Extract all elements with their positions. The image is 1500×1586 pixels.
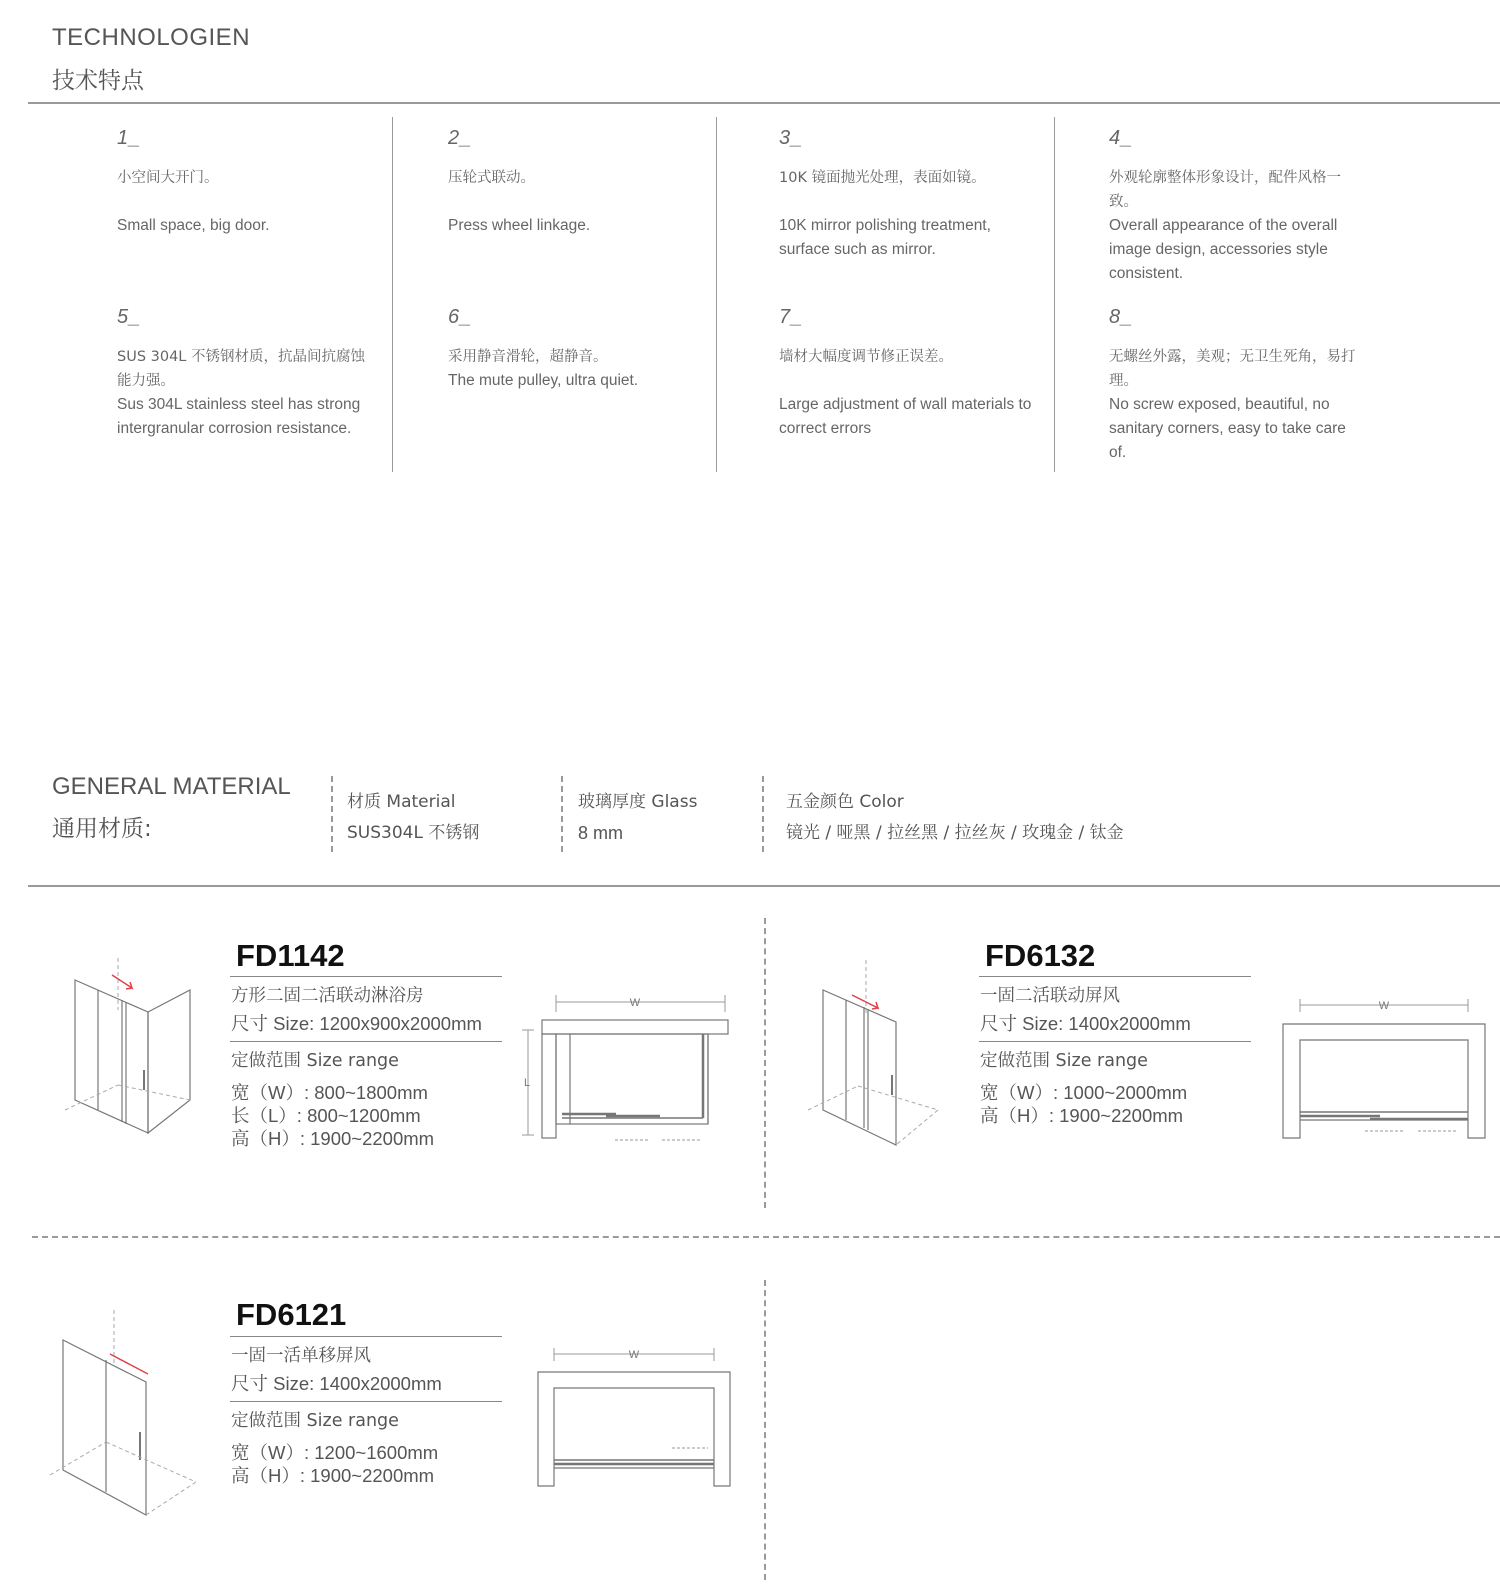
- general-material-title-zh: 通用材质:: [52, 816, 152, 842]
- feature-number: 4_: [1109, 127, 1134, 149]
- material-spec: [347, 787, 479, 849]
- feature-number: 6_: [448, 306, 473, 328]
- product-divider: [764, 1280, 766, 1580]
- product-model-fd6121: FD6121: [236, 1297, 347, 1332]
- column-divider: [716, 117, 717, 472]
- product-size: 尺寸 Size: 1400x2000mm: [980, 1013, 1191, 1034]
- product-divider: [764, 918, 766, 1208]
- feature-item: [779, 126, 1039, 262]
- size-range-label: 定做范围 Size range: [231, 1411, 399, 1431]
- size-range-label: 定做范围 Size range: [980, 1051, 1148, 1071]
- size-range-fd1142: [231, 1048, 434, 1150]
- size-range-height: 高（H）: 1900~2200mm: [980, 1105, 1184, 1126]
- column-divider: [1054, 117, 1055, 472]
- dimension-w: W: [628, 1349, 640, 1361]
- title-underline: [230, 976, 502, 977]
- size-range-width: 宽（W）: 800~1800mm: [231, 1082, 428, 1103]
- feature-number: 1_: [117, 127, 142, 149]
- feature-text-zh: 小空间大开门。: [117, 170, 219, 186]
- material-divider: [762, 776, 764, 852]
- size-range-width: 宽（W）: 1000~2000mm: [980, 1082, 1188, 1103]
- feature-text-en: Small space, big door.: [117, 217, 270, 234]
- material-value: SUS304L 不锈钢: [347, 823, 480, 843]
- product-model-fd1142: FD1142: [236, 938, 345, 973]
- color-label: 五金颜色 Color: [786, 792, 904, 812]
- feature-item: [779, 305, 1039, 441]
- section-title-en: TECHNOLOGIEN: [52, 24, 251, 51]
- feature-number: 7_: [779, 306, 804, 328]
- feature-text-zh: 压轮式联动。: [448, 170, 535, 186]
- fd6132-plan-diagram: [1280, 996, 1490, 1146]
- feature-number: 5_: [117, 306, 142, 328]
- title-underline: [979, 976, 1251, 977]
- feature-text-en: 10K mirror polishing treatment, surface such as mirror.: [779, 217, 991, 258]
- fd1142-plan-diagram: [520, 990, 735, 1150]
- feature-number: 8_: [1109, 306, 1134, 328]
- fd6121-perspective-illustration: [48, 1310, 208, 1520]
- size-range-fd6132: [980, 1048, 1187, 1127]
- product-info-fd1142: [231, 983, 482, 1037]
- title-underline: [230, 1336, 502, 1337]
- general-material-title-en: GENERAL MATERIAL: [52, 773, 291, 800]
- size-range-height: 高（H）: 1900~2200mm: [231, 1128, 435, 1149]
- feature-item: [448, 305, 708, 393]
- product-divider: [32, 1236, 1500, 1238]
- feature-text-en: The mute pulley, ultra quiet.: [448, 372, 639, 389]
- size-range-width: 宽（W）: 1200~1600mm: [231, 1442, 439, 1463]
- product-info-fd6132: [980, 983, 1191, 1037]
- fd6132-perspective-illustration: [808, 960, 948, 1150]
- glass-spec: [578, 787, 697, 849]
- feature-text-zh: 10K 镜面抛光处理，表面如镜。: [779, 170, 986, 186]
- feature-item: [448, 126, 708, 238]
- dimension-w: W: [629, 997, 641, 1009]
- info-divider: [230, 1041, 502, 1042]
- product-name: 方形二固二活联动淋浴房: [231, 986, 424, 1006]
- dimension-w: W: [1378, 1000, 1390, 1012]
- feature-text-zh: SUS 304L 不锈钢材质，抗晶间抗腐蚀能力强。: [117, 349, 365, 389]
- glass-label: 玻璃厚度 Glass: [578, 792, 698, 812]
- section-title-zh: 技术特点: [52, 68, 144, 94]
- feature-text-zh: 采用静音滑轮，超静音。: [448, 349, 608, 365]
- feature-text-en: Sus 304L stainless steel has strong intergranular corrosion resistance.: [117, 396, 361, 437]
- feature-item: [117, 305, 369, 441]
- feature-item: [1109, 305, 1361, 465]
- material-divider-line: [28, 885, 1500, 887]
- feature-text-en: No screw exposed, beautiful, no sanitary corners, easy to take care of.: [1109, 396, 1346, 461]
- size-range-height: 高（H）: 1900~2200mm: [231, 1465, 435, 1486]
- color-value: 镜光 / 哑黑 / 拉丝黑 / 拉丝灰 / 玫瑰金 / 钛金: [786, 823, 1124, 843]
- feature-item: [1109, 126, 1361, 286]
- column-divider: [392, 117, 393, 472]
- product-size: 尺寸 Size: 1400x2000mm: [231, 1373, 442, 1394]
- feature-text-en: Large adjustment of wall materials to correct errors: [779, 396, 1032, 437]
- size-range-fd6121: [231, 1408, 438, 1487]
- size-range-length: 长（L）: 800~1200mm: [231, 1105, 421, 1126]
- product-size: 尺寸 Size: 1200x900x2000mm: [231, 1013, 482, 1034]
- material-label: 材质 Material: [347, 792, 456, 812]
- feature-number: 2_: [448, 127, 473, 149]
- header-divider: [28, 102, 1500, 104]
- glass-value: 8 mm: [578, 823, 623, 843]
- fd6121-plan-diagram: [536, 1346, 736, 1491]
- feature-text-zh: 外观轮廓整体形象设计，配件风格一致。: [1109, 170, 1341, 210]
- product-info-fd6121: [231, 1343, 442, 1397]
- feature-item: [117, 126, 377, 238]
- size-range-label: 定做范围 Size range: [231, 1051, 399, 1071]
- info-divider: [230, 1401, 502, 1402]
- product-name: 一固一活单移屏风: [231, 1346, 371, 1366]
- color-spec: [786, 787, 1124, 849]
- dimension-l: L: [523, 1077, 531, 1089]
- info-divider: [979, 1041, 1251, 1042]
- feature-text-zh: 无螺丝外露，美观；无卫生死角，易打理。: [1109, 349, 1356, 389]
- material-divider: [331, 776, 333, 852]
- feature-number: 3_: [779, 127, 804, 149]
- product-name: 一固二活联动屏风: [980, 986, 1120, 1006]
- product-model-fd6132: FD6132: [985, 938, 1096, 973]
- material-divider: [561, 776, 563, 852]
- feature-text-en: Press wheel linkage.: [448, 217, 591, 234]
- feature-text-zh: 墙材大幅度调节修正误差。: [779, 349, 953, 365]
- feature-text-en: Overall appearance of the overall image design, accessories style consistent.: [1109, 217, 1338, 282]
- fd1142-perspective-illustration: [60, 950, 200, 1140]
